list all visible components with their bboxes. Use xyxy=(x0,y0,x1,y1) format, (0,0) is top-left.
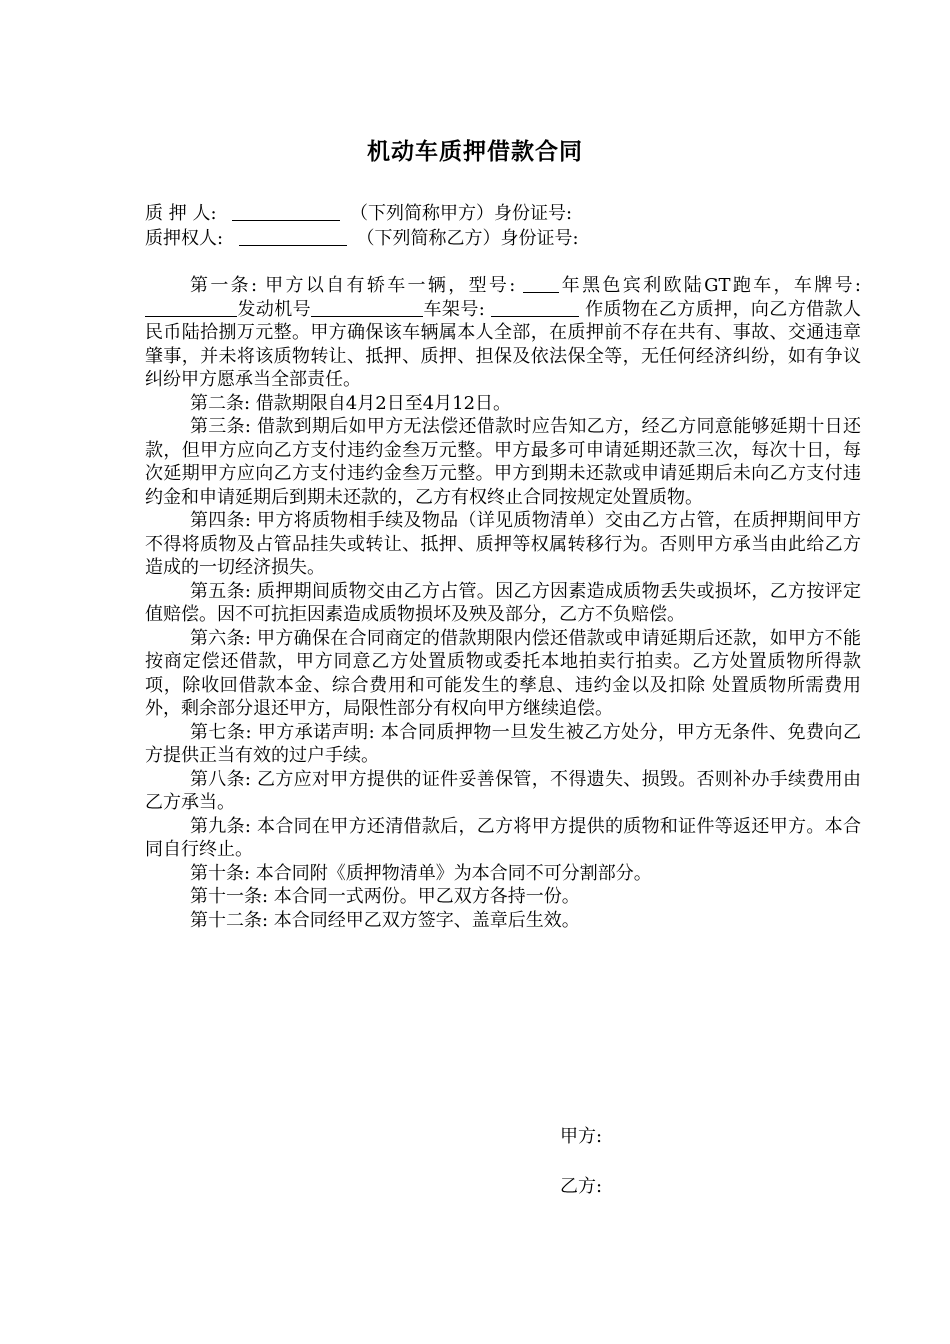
article-12: 第十二条: 本合同经甲乙双方签字、盖章后生效。 xyxy=(190,909,580,931)
party-a-signature: 甲方: xyxy=(560,1126,603,1147)
pledgor-row xyxy=(145,201,865,226)
party-b-signature: 乙方: xyxy=(560,1176,603,1197)
article-8: 第八条: 乙方应对甲方提供的证件妥善保管，不得遗失、损毁。否则补办手续费用由乙方承当。 xyxy=(145,768,861,813)
article-3: 第三条: 借款到期后如甲方无法偿还借款时应告知乙方，经乙方同意能够延期十日还款，但甲方应向乙方支付违约金叁万元整。甲方最多可申请延期还款三次，每次十日，每次延期甲方应向乙方支付违约金叁万元整。甲方到期未还款或申请延期后未向乙方支付违约金和申请延期后到期未还款的，乙方有权终止合同按规定处置质物。 xyxy=(145,416,861,508)
pledgee-note: （下列简称乙方）身份证号: xyxy=(356,228,579,249)
pledgor-name-blank xyxy=(232,202,340,221)
article-10: 第十条: 本合同附《质押物清单》为本合同不可分割部分。 xyxy=(190,862,652,884)
article-6: 第六条: 甲方确保在合同商定的借款期限内偿还借款或申请延期后还款，如甲方不能按商定偿还借款，甲方同意乙方处置质物或委托本地拍卖行拍卖。乙方处置质物所得款项，除收回借款本金、综合费用和可能发生的孳息、违约金以及扣除 处置质物所需费用外，剩余部分退还甲方，局限性部分有权向甲方继续追偿。 xyxy=(145,627,861,719)
pledgee-row xyxy=(145,226,865,251)
frame-number-blank xyxy=(491,298,579,317)
article-9: 第九条: 本合同在甲方还清借款后，乙方将甲方提供的质物和证件等返还甲方。本合同自行终止。 xyxy=(145,815,861,860)
article-1-text-e: 作质物在乙方质押，向乙方借款人民币陆拾捌万元整。甲方确保该车辆属本人全部，在质押前不存在共有、事故、交通违章肇事，并未将该质物转让、抵押、质押、担保及依法保全等，无任何经济纠纷，如有争议纠纷甲方愿承当全部责任。 xyxy=(145,298,861,390)
article-7: 第七条: 甲方承诺声明: 本合同质押物一旦发生被乙方处分，甲方无条件、免费向乙方提供正当有效的过户手续。 xyxy=(145,721,861,766)
article-1-text-c: 发动机号 xyxy=(237,298,312,320)
pledgor-note: （下列简称甲方）身份证号: xyxy=(349,203,573,224)
model-year-blank xyxy=(523,274,559,293)
document-title: 机动车质押借款合同 xyxy=(367,138,583,165)
article-1-text-a: 第一条: 甲方以自有轿车一辆，型号: xyxy=(190,275,524,296)
article-11: 第十一条: 本合同一式两份。甲乙双方各持一份。 xyxy=(190,886,580,907)
article-5: 第五条: 质押期间质物交由乙方占管。因乙方因素造成质物丢失或损坏，乙方按评定值赔偿。因不可抗拒因素造成质物损坏及殃及部分，乙方不负赔偿。 xyxy=(145,580,861,625)
article-2: 第二条: 借款期限自4月2日至4月12日。 xyxy=(190,392,512,414)
article-4: 第四条: 甲方将质物相手续及物品（详见质物清单）交由乙方占管，在质押期间甲方不得将质物及占管品挂失或转让、抵押、质押等权属转移行为。否则甲方承当由此给乙方造成的一切经济损失。 xyxy=(145,510,861,578)
pledgor-label: 质 押 人: xyxy=(145,203,217,224)
plate-number-blank xyxy=(145,298,237,317)
engine-number-blank xyxy=(311,298,423,317)
pledgee-name-blank xyxy=(239,227,347,246)
article-1-text-d: 车架号: xyxy=(423,298,491,320)
article-1-text-b: 年黑色宾利欧陆GT跑车，车牌号: xyxy=(559,275,861,296)
pledgee-label: 质押权人: xyxy=(145,228,224,249)
contract-body xyxy=(145,274,861,932)
parties-block xyxy=(145,201,865,251)
article-1 xyxy=(145,274,861,392)
